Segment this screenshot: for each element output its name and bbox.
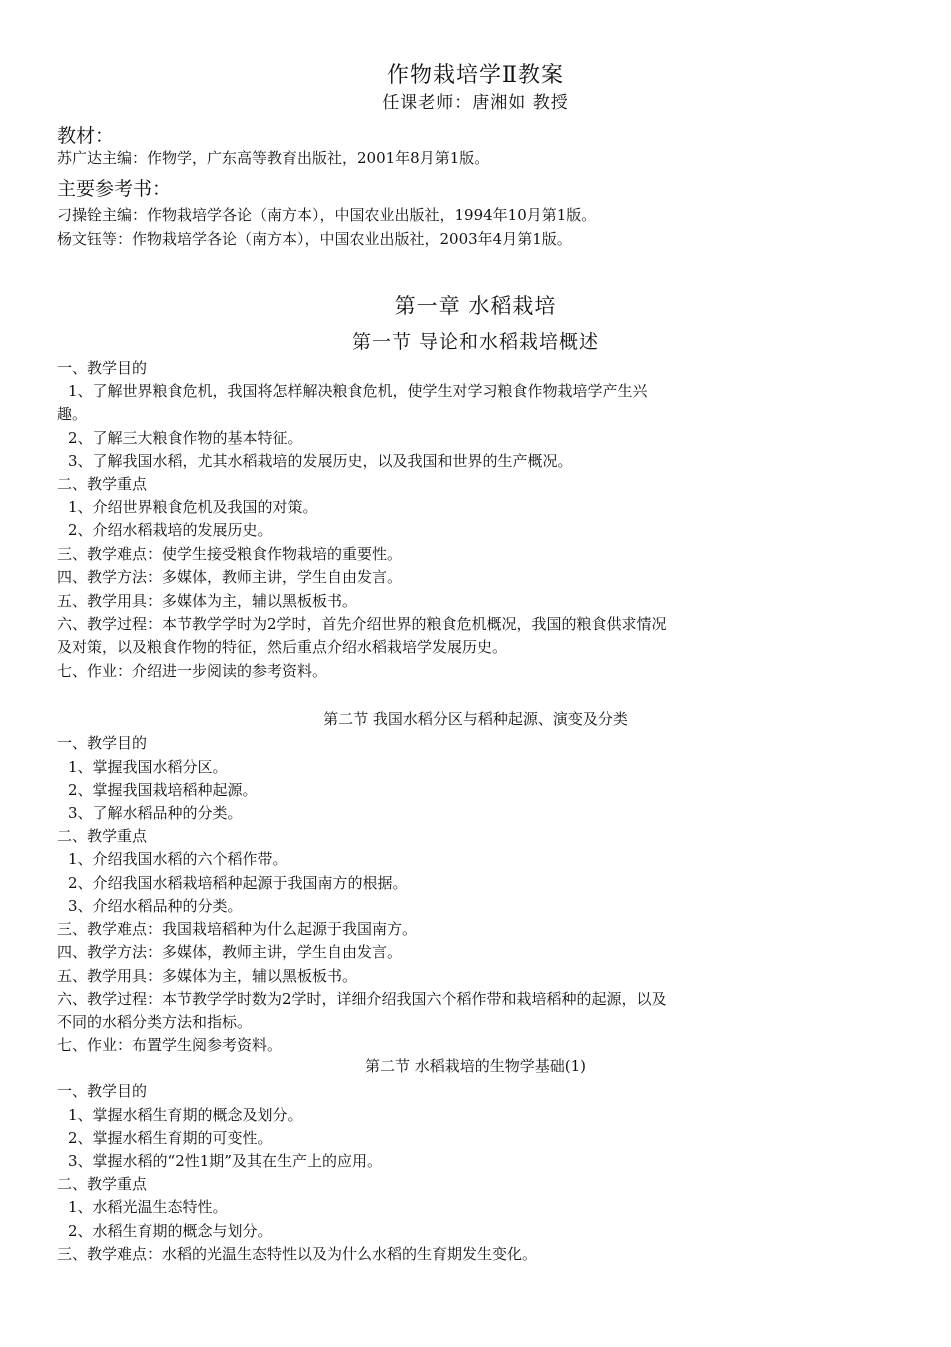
section-line: 二、教学重点 [57, 475, 148, 493]
section-line: 七、作业：布置学生阅参考资料。 [57, 1036, 283, 1054]
document-title: 作物栽培学Ⅱ教案 [387, 63, 564, 88]
section-line: 三、教学难点：我国栽培稻种为什么起源于我国南方。 [57, 920, 418, 938]
section-line: 七、作业：介绍进一步阅读的参考资料。 [57, 662, 328, 680]
section-line: 3、了解我国水稻，尤其水稻栽培的发展历史，以及我国和世界的生产概况。 [68, 452, 573, 470]
section-line: 1、掌握水稻生育期的概念及划分。 [68, 1106, 303, 1124]
section-line: 趣。 [57, 405, 88, 423]
section-line: 不同的水稻分类方法和指标。 [57, 1013, 253, 1031]
section-line: 六、教学过程：本节教学学时为2学时，首先介绍世界的粮食危机概况，我国的粮食供求情况 [57, 615, 667, 633]
textbook-line: 苏广达主编：作物学，广东高等教育出版社，2001年8月第1版。 [57, 149, 490, 167]
section-title: 第二节 我国水稻分区与稻种起源、演变及分类 [323, 710, 628, 728]
section-line: 1、介绍世界粮食危机及我国的对策。 [68, 498, 318, 516]
section-title: 第一节 导论和水稻栽培概述 [351, 331, 600, 353]
section-line: 2、介绍水稻栽培的发展历史。 [68, 521, 273, 539]
section-line: 三、教学难点：水稻的光温生态特性以及为什么水稻的生育期发生变化。 [57, 1245, 538, 1263]
section-line: 1、掌握我国水稻分区。 [68, 758, 228, 776]
section-line: 二、教学重点 [57, 827, 148, 845]
chapter-title: 第一章 水稻栽培 [394, 294, 557, 318]
textbook-heading: 教材： [57, 125, 115, 147]
section-line: 四、教学方法：多媒体，教师主讲，学生自由发言。 [57, 568, 403, 586]
section-line: 2、水稻生育期的概念与划分。 [68, 1222, 273, 1240]
section-line: 1、介绍我国水稻的六个稻作带。 [68, 850, 288, 868]
section-line: 四、教学方法：多媒体，教师主讲，学生自由发言。 [57, 943, 403, 961]
section-line: 一、教学目的 [57, 734, 148, 752]
section-line: 1、水稻光温生态特性。 [68, 1198, 228, 1216]
section-line: 2、掌握我国栽培稻种起源。 [68, 781, 258, 799]
section-line: 3、介绍水稻品种的分类。 [68, 897, 243, 915]
references-heading: 主要参考书： [57, 178, 172, 200]
section-line: 3、掌握水稻的“2性1期”及其在生产上的应用。 [68, 1152, 382, 1170]
section-line: 三、教学难点：使学生接受粮食作物栽培的重要性。 [57, 545, 403, 563]
teacher-line: 任课老师：唐湘如 教授 [382, 93, 569, 113]
reference-line: 杨文钰等：作物栽培学各论（南方本），中国农业出版社，2003年4月第1版。 [57, 230, 572, 248]
section-line: 2、介绍我国水稻栽培稻种起源于我国南方的根据。 [68, 874, 408, 892]
section-line: 五、教学用具：多媒体为主，辅以黑板板书。 [57, 592, 358, 610]
section-line: 二、教学重点 [57, 1175, 148, 1193]
section-line: 1、了解世界粮食危机，我国将怎样解决粮食危机，使学生对学习粮食作物栽培学产生兴 [68, 382, 648, 400]
section-title: 第二节 水稻栽培的生物学基础(1) [364, 1057, 587, 1075]
section-line: 五、教学用具：多媒体为主，辅以黑板板书。 [57, 967, 358, 985]
section-line: 六、教学过程：本节教学学时数为2学时，详细介绍我国六个稻作带和栽培稻种的起源，以及 [57, 990, 667, 1008]
section-line: 2、掌握水稻生育期的可变性。 [68, 1129, 273, 1147]
section-line: 一、教学目的 [57, 1082, 148, 1100]
section-line: 及对策，以及粮食作物的特征，然后重点介绍水稻栽培学发展历史。 [57, 638, 508, 656]
section-line: 2、了解三大粮食作物的基本特征。 [68, 429, 303, 447]
section-line: 一、教学目的 [57, 359, 148, 377]
reference-line: 刁操铨主编：作物栽培学各论（南方本），中国农业出版社，1994年10月第1版。 [57, 206, 597, 224]
section-line: 3、了解水稻品种的分类。 [68, 804, 243, 822]
